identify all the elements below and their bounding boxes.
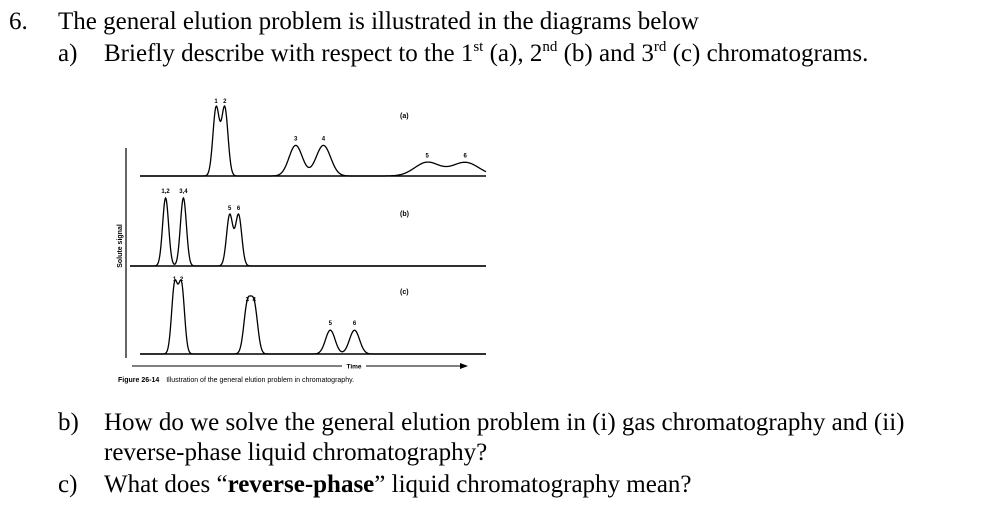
peak-label-b-3: 5 [228,206,232,212]
part-a-text-1: Briefly describe with respect to the 1 [104,40,474,67]
peak-label-a-5: 5 [425,153,429,160]
peak-label-c-2: 2 [179,277,184,283]
part-b-line1: How do we solve the general elution problem in (i) gas chromatography and (ii) [104,409,905,436]
figure-caption-label: Figure 26-14 [118,377,160,384]
part-b-marker: b) [58,409,79,436]
panel-label-b: (b) [400,211,409,218]
peak-label-b-2: 3,4 [179,189,188,195]
peak-label-c-1: 1 [172,277,177,283]
time-axis-label: Time [346,363,362,371]
y-axis-label: Solute signal [117,224,124,268]
peak-label-a-2: 2 [223,99,227,105]
part-a-sup-2: nd [542,39,558,55]
peak-label-a-6: 6 [463,153,467,160]
part-c-text-after: ” liquid chromatography mean? [374,471,692,498]
peak-label-a-4: 4 [321,136,326,143]
figure-caption-text: Illustration of the general elution problem in chromatography. [166,377,355,384]
part-c-marker: c) [58,471,78,498]
part-a-text-4: (c) chromatograms. [666,40,869,67]
part-a-text-2: (a), 2 [483,40,543,67]
part-b-line2: reverse-phase liquid chromatography? [104,439,488,466]
peak-label-c-6: 6 [352,321,357,328]
peak-label-c-5: 5 [328,321,332,328]
peak-label-a-3: 3 [294,136,298,143]
part-c-bold: reverse-phase [227,471,375,498]
chromatogram-a-trace [140,106,486,176]
peak-label-c-4: 4 [252,297,256,304]
part-a-text-3: (b) and 3 [557,40,654,67]
part-a-marker: a) [58,40,78,67]
question-number: 6. [9,8,28,35]
peak-labels [161,99,467,327]
part-c-text [104,471,692,499]
panel-label-c: (c) [400,289,409,296]
chromatogram-b-trace [130,198,486,266]
question-prompt: The general elution problem is illustrated in the diagrams below [58,8,699,35]
panel-label-a: (a) [400,113,409,120]
figure-caption [118,377,354,384]
peak-label-b-4: 6 [236,206,241,212]
part-a-sup-3: rd [653,39,667,55]
peak-label-a-1: 1 [214,99,218,105]
time-axis-arrow [460,363,468,369]
part-a-text [104,40,868,68]
part-c-text-before: What does “ [104,471,228,498]
peak-label-b-1: 1,2 [161,189,170,195]
part-a-sup-1: st [473,39,484,55]
chromatogram-c-trace [140,280,486,354]
chromatogram-figure [110,96,490,396]
peak-label-c-3: 3 [245,297,249,304]
